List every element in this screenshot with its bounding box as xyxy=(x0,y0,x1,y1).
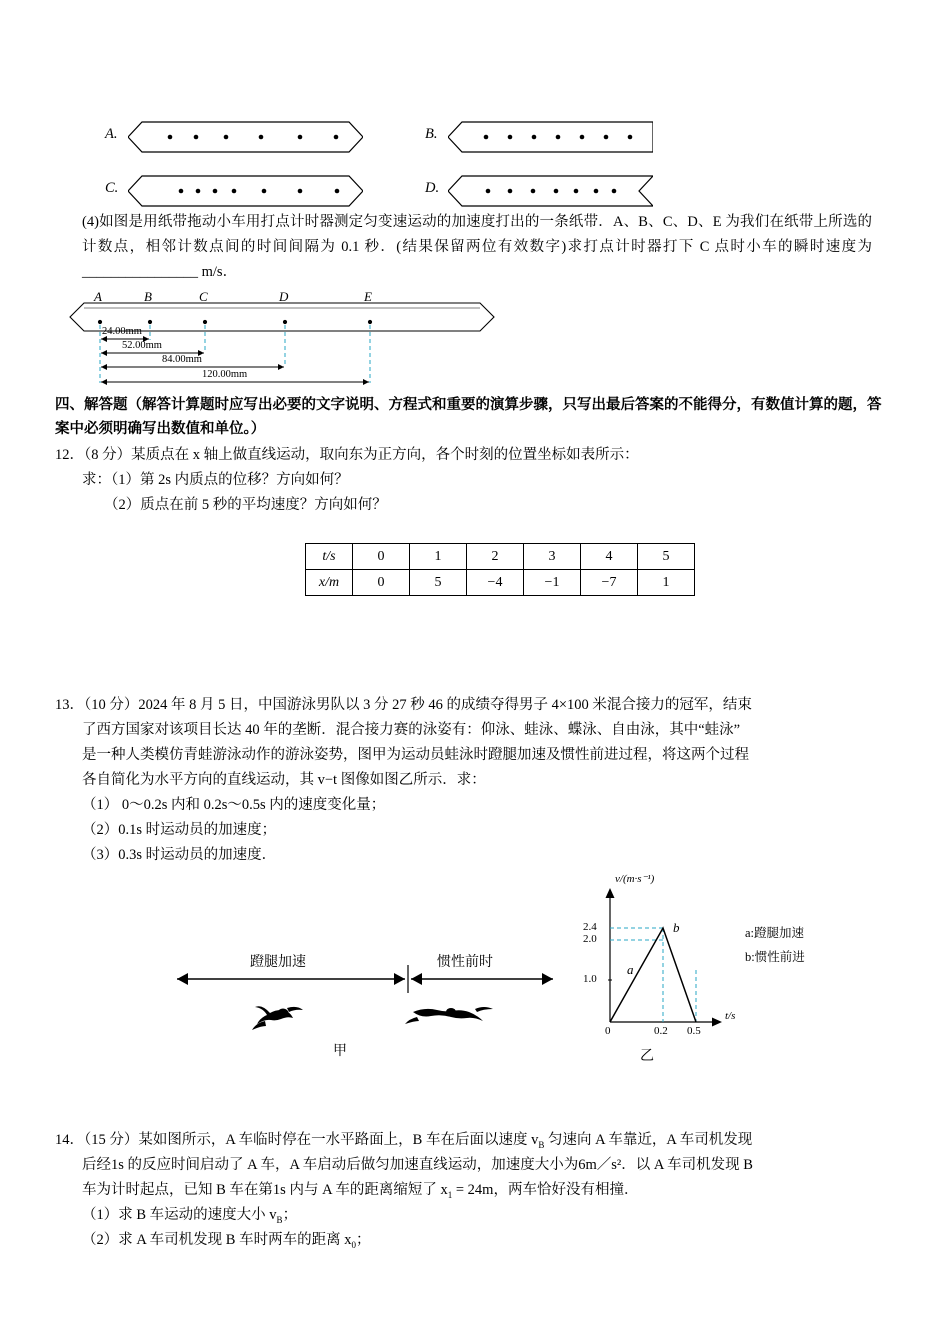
cell-t-4: 4 xyxy=(581,544,638,570)
question-12-stem: 12．（8 分）某质点在 x 轴上做直线运动，取向东为正方向，各个时刻的位置坐标如表所示： xyxy=(55,447,639,463)
table-row xyxy=(306,544,695,570)
tape-point-a: A xyxy=(94,289,102,304)
option-tape-a xyxy=(128,118,363,148)
chart-xtick-0-5: 0.5 xyxy=(687,1025,701,1037)
q14-text-b: 匀速向 A 车靠近，A 车司机发现 xyxy=(544,1132,753,1148)
q14-q1-end: ； xyxy=(282,1207,298,1223)
question-14-line2: 后经1s 的反应时间启动了 A 车，A 车启动后做匀加速直线运动，加速度大小为6m／s²．以 A 车司机发现 B xyxy=(82,1157,753,1173)
question-13-stem-line3: 是一种人类模仿青蛙游泳动作的游泳姿势，图甲为运动员蛙泳时蹬腿加速及惯性前进过程，将这两个过程 xyxy=(82,747,749,763)
figure-yi-caption: 乙 xyxy=(640,1049,654,1064)
q14-text-a: 14．（15 分）某如图所示，A 车临时停在一水平路面上，B 车在后面以速度 v xyxy=(55,1132,539,1148)
question-12-part2: （2）质点在前 5 秒的平均速度？方向如何？ xyxy=(104,497,387,513)
dimension-120mm: 120.00mm xyxy=(202,369,248,380)
chart-ylabel: v/(m·s⁻¹) xyxy=(615,873,655,885)
option-label-d: D. xyxy=(425,180,440,196)
tape-measurement-figure xyxy=(60,289,500,390)
q14-sub-1: 1 xyxy=(447,1189,453,1200)
cell-t-1: 1 xyxy=(410,544,467,570)
dimension-24mm: 24.00mm xyxy=(102,326,142,337)
option-tape-c xyxy=(128,172,363,202)
chart-xlabel: t/s xyxy=(725,1010,736,1022)
dimension-84mm: 84.00mm xyxy=(162,354,202,365)
row-header-t: t/s xyxy=(306,544,353,570)
cell-x-1: 5 xyxy=(410,570,467,596)
question-12-part1: 求：（1）第 2s 内质点的位移？方向如何？ xyxy=(82,472,349,488)
option-tape-b xyxy=(448,118,653,148)
question-13-stem-line1: 13．（10 分）2024 年 8 月 5 日，中国游泳男队以 3 分 27 秒 46 的成绩夺得男子 4×100 米混合接力的冠军，结束 xyxy=(55,697,752,713)
label-deng-tui-jia-su: 蹬腿加速 xyxy=(250,955,306,970)
q14-q2-text: （2）求 A 车司机发现 B 车时两车的距离 x xyxy=(82,1232,352,1248)
chart-legend-b: b:惯性前进 xyxy=(745,950,805,964)
option-label-c: C. xyxy=(105,180,119,196)
question-13-stem-line2: 了西方国家对该项目长达 40 年的垄断．混合接力赛的泳姿有：仰泳、蛙泳、蝶泳、自由泳，其中“蛙泳” xyxy=(82,722,741,738)
cell-x-4: −7 xyxy=(581,570,638,596)
cell-t-5: 5 xyxy=(638,544,695,570)
cell-x-3: −1 xyxy=(524,570,581,596)
chart-ytick-2-0: 2.0 xyxy=(583,933,597,945)
figure-jia xyxy=(165,955,565,1059)
cell-t-3: 3 xyxy=(524,544,581,570)
cell-x-5: 1 xyxy=(638,570,695,596)
q14-text-c: 车为计时起点，已知 B 车在第1s 内与 A 车的距离缩短了 x xyxy=(82,1182,448,1198)
q14-q2-end: ； xyxy=(355,1232,371,1248)
chart-legend-a: a:蹬腿加速 xyxy=(745,926,805,940)
label-guan-xing-qian-shi: 惯性前时 xyxy=(437,955,493,970)
chart-curve-label-b: b xyxy=(673,920,680,935)
chart-ytick-2-4: 2.4 xyxy=(583,921,597,933)
tape-point-b: B xyxy=(144,289,152,304)
question-13-part3: （3）0.3s 时运动员的加速度． xyxy=(82,847,277,863)
dimension-52mm: 52.00mm xyxy=(122,340,162,351)
question-13-part1: （1） 0～0.2s 内和 0.2s～0.5s 内的速度变化量； xyxy=(82,797,386,813)
q14-q1-text: （1）求 B 车运动的速度大小 v xyxy=(82,1207,277,1223)
q14-q2-sub: 0 xyxy=(351,1239,356,1250)
tape-point-e: E xyxy=(364,289,372,304)
cell-t-0: 0 xyxy=(353,544,410,570)
question-4-text: (4)如图是用纸带拖动小车用打点计时器测定匀变速运动的加速度打出的一条纸带．A、B、C、D、E 为我们在纸带上所选的计数点，相邻计数点间的时间间隔为 0.1 秒．(结果保留两位有效数字)求打点计时器打下 C 点时小车的瞬时速度为________________ m/s． xyxy=(82,214,872,280)
chart-curve-label-a: a xyxy=(627,962,634,977)
table-row xyxy=(306,570,695,596)
chart-ytick-1-0: 1.0 xyxy=(583,973,597,985)
q14-q1-sub: B xyxy=(276,1214,283,1225)
question-12-table-wrap xyxy=(305,543,695,596)
cell-t-2: 2 xyxy=(467,544,524,570)
option-tape-d xyxy=(448,172,653,202)
position-time-table xyxy=(305,543,695,596)
question-13-part2: （2）0.1s 时运动员的加速度； xyxy=(82,822,277,838)
q14-text-d: = 24m，两车恰好没有相撞． xyxy=(452,1182,639,1198)
figure-yi-chart xyxy=(565,870,885,1070)
tape-point-d: D xyxy=(279,289,289,304)
cell-x-2: −4 xyxy=(467,570,524,596)
row-header-x: x/m xyxy=(306,570,353,596)
tape-point-c: C xyxy=(199,289,208,304)
option-label-b: B. xyxy=(425,126,438,142)
cell-x-0: 0 xyxy=(353,570,410,596)
swimmer-gliding-icon xyxy=(405,1007,493,1024)
swimmer-breaststroke-icon xyxy=(252,1006,303,1030)
q14-sub-b: B xyxy=(538,1139,545,1150)
chart-xtick-0-2: 0.2 xyxy=(654,1025,668,1037)
option-label-a: A. xyxy=(105,126,118,142)
section-heading: 四、解答题（解答计算题时应写出必要的文字说明、方程式和重要的演算步骤，只写出最后答案的不能得分，有数值计算的题，答案中必须明确写出数值和单位。） xyxy=(55,397,882,437)
figure-jia-caption: 甲 xyxy=(333,1044,347,1059)
question-14-part2 xyxy=(82,1228,950,1258)
question-13-stem-line4: 各自简化为水平方向的直线运动，其 v−t 图像如图乙所示．求： xyxy=(82,772,486,788)
chart-xtick-0: 0 xyxy=(605,1025,611,1037)
